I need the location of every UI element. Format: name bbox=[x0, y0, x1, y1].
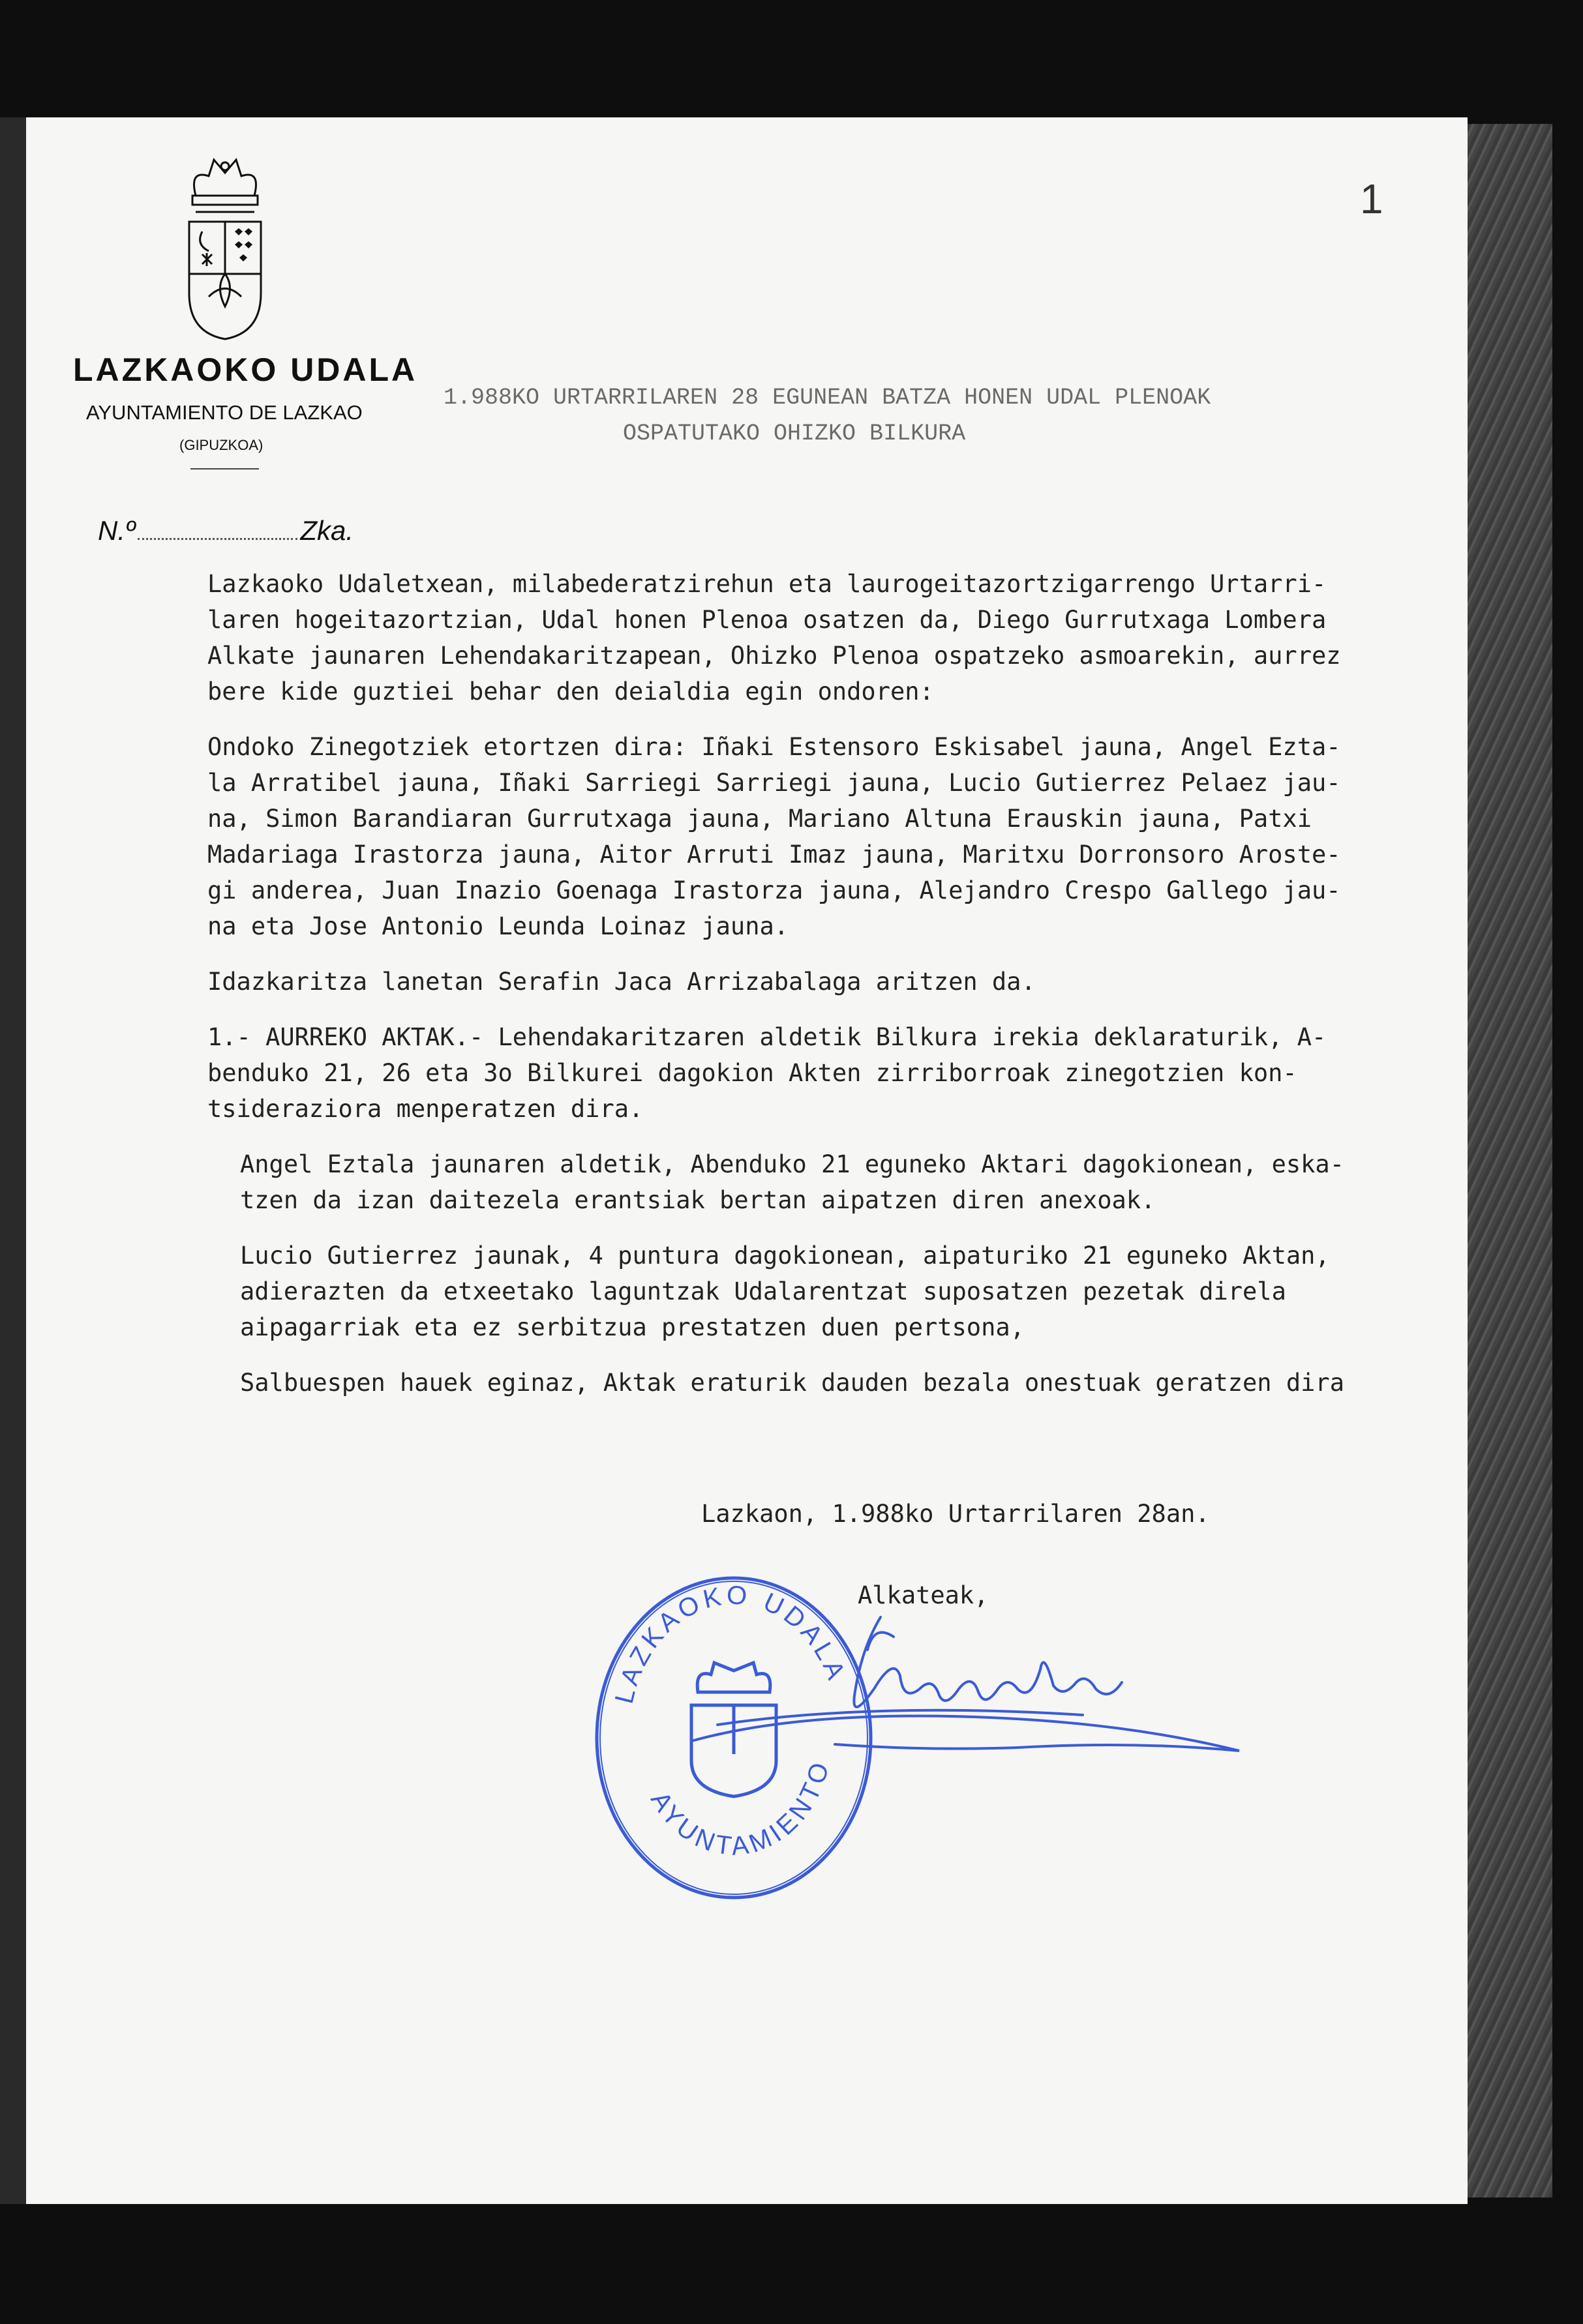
page-number: 1 bbox=[1360, 175, 1383, 222]
paragraph-opening: Lazkaoko Udaletxean, milabederatzirehun eta laurogeitazortzigarrengo Urtarri- laren hogeitazortzian, Udal honen Plenoa osatzen da, Diego Gurrutxaga Lombera Alkate jaunaren Lehendakaritzapean, Ohizko Plenoa ospatzeko asmoarekin, aurrez bere kide guztiei behar den deialdia egin ondoren: bbox=[207, 570, 1341, 706]
paragraph-item-1: 1.- AURREKO AKTAK.- Lehendakaritzaren aldetik Bilkura irekia deklaraturik, A- benduko 21, 26 eta 3o Bilkurei dagokion Akten zirriborroak zinegotzien kon- tsideraziora menperatzen dira. bbox=[207, 1023, 1327, 1123]
organization-subtitle: AYUNTAMIENTO DE LAZKAO bbox=[86, 401, 363, 424]
paragraph-eztala: Angel Eztala jaunaren aldetik, Abenduko 21 eguneko Aktari dagokionean, eska- tzen da izan daitezela erantsiak bertan aipatzen diren anexoak. bbox=[240, 1150, 1344, 1214]
adjacent-page-edge bbox=[0, 117, 26, 2204]
place-date: Lazkaon, 1.988ko Urtarrilaren 28an. bbox=[701, 1500, 1210, 1528]
svg-text:AYUNTAMIENTO: AYUNTAMIENTO bbox=[645, 1755, 836, 1861]
coat-of-arms-icon bbox=[176, 156, 274, 346]
signer-title: Alkateak, bbox=[858, 1581, 989, 1609]
number-prefix: N.º bbox=[98, 515, 136, 546]
organization-title: LAZKAOKO UDALA bbox=[73, 351, 418, 388]
paragraph-secretary: Idazkaritza lanetan Serafin Jaca Arrizabalaga aritzen da. bbox=[207, 968, 1036, 996]
number-blank bbox=[138, 538, 297, 540]
heading-line-2: OSPATUTAKO OHIZKO BILKURA bbox=[623, 421, 966, 447]
document-heading bbox=[444, 380, 1422, 452]
document-number-field bbox=[98, 515, 354, 546]
handwritten-signature bbox=[678, 1611, 1252, 1793]
heading-line-1: 1.988KO URTARRILAREN 28 EGUNEAN BATZA HONEN UDAL PLENOAK bbox=[444, 385, 1211, 411]
svg-text:LAZKAOKO UDALA: LAZKAOKO UDALA bbox=[609, 1581, 852, 1706]
paragraph-gutierrez: Lucio Gutierrez jaunak, 4 puntura dagokionean, aipaturiko 21 eguneko Aktan, adierazten da etxeetako laguntzak Udalarentzat suposatzen pezetak direla aipagarriak eta ez serbitzua prestatzen duen pertsona, bbox=[240, 1242, 1330, 1341]
paragraph-approval: Salbuespen hauek eginaz, Aktak eraturik dauden bezala onestuak geratzen dira bbox=[240, 1369, 1344, 1397]
minutes-body bbox=[207, 566, 1453, 1420]
divider bbox=[190, 468, 259, 469]
binder-cover bbox=[1468, 124, 1552, 2197]
paragraph-attendees: Ondoko Zinegotziek etortzen dira: Iñaki Estensoro Eskisabel jauna, Angel Ezta- la Arratibel jauna, Iñaki Sarriegi Sarriegi jauna, Lucio Gutierrez Pelaez jau- na, Simon Barandiaran Gurrutxaga jauna, Mariano Altuna Erauskin jauna, Patxi Madariaga Irastorza jauna, Aitor Arruti Imaz jauna, Maritxu Dorronsoro Aroste- gi anderea, Juan Inazio Goenaga Irastorza jauna, Alejandro Crespo Gallego jau- na eta Jose Antonio Leunda Loinaz jauna. bbox=[207, 733, 1341, 940]
organization-province: (GIPUZKOA) bbox=[179, 437, 264, 453]
number-suffix: Zka. bbox=[300, 515, 354, 546]
